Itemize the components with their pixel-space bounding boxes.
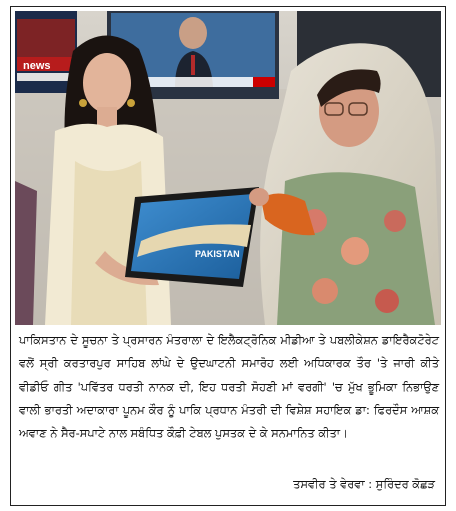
- coffee-table-book: [125, 187, 259, 287]
- photo-illustration: [15, 11, 441, 325]
- news-photo: [15, 11, 441, 325]
- photo-credit: ਤਸਵੀਰ ਤੇ ਵੇਰਵਾ : ਸੁਰਿੰਦਰ ਕੋਛੜ: [293, 477, 435, 491]
- caption-text: ਪਾਕਿਸਤਾਨ ਦੇ ਸੂਚਨਾ ਤੇ ਪ੍ਰਸਾਰਨ ਮੰਤਰਾਲਾ ਦੇ ਇਲੈਕਟ੍ਰੋਨਿਕ ਮੀਡੀਆ ਤੇ ਪਬਲੀਕੇਸ਼ਨ ਡਾਇਰੈਕਟੋਰੇਟ ਵਲੋਂ ਸ੍ਰੀ ਕਰਤਾਰਪੁਰ ਸਾਹਿਬ ਲਾਂਘੇ ਦੇ ਉਦਘਾਟਨੀ ਸਮਾਰੋਹ ਲਈ ਅਧਿਕਾਰਕ ਤੌਰ 'ਤੇ ਜਾਰੀ ਕੀਤੇ ਵੀਡੀਓ ਗੀਤ 'ਪਵਿੱਤਰ ਧਰਤੀ ਨਾਨਕ ਦੀ, ਇਹ ਧਰਤੀ ਸੋਹਣੀ ਮਾਂ ਵਰਗੀ' 'ਚ ਮੁੱਖ ਭੂਮਿਕਾ ਨਿਭਾਉਣ ਵਾਲੀ ਭਾਰਤੀ ਅਦਾਕਾਰਾ ਪੂਨਮ ਕੌਰ ਨੂੰ ਪਾਕਿ ਪ੍ਰਧਾਨ ਮੰਤਰੀ ਦੀ ਵਿਸ਼ੇਸ਼ ਸਹਾਇਕ ਡਾ: ਫਿਰਦੌਸ ਆਸ਼ਕ ਅਵਾਣ ਨੇ ਸੈਰ-ਸਪਾਟੇ ਨਾਲ ਸਬੰਧਿਤ ਕੌਫ਼ੀ ਟੇਬਲ ਪੁਸਤਕ ਦੇ ਕੇ ਸਨਮਾਨਿਤ ਕੀਤਾ।: [19, 333, 439, 441]
- tv-channel-label: news: [23, 60, 51, 72]
- news-photo-card: [10, 6, 446, 506]
- photo-caption: [19, 329, 439, 445]
- book-title: PAKISTAN: [195, 249, 240, 259]
